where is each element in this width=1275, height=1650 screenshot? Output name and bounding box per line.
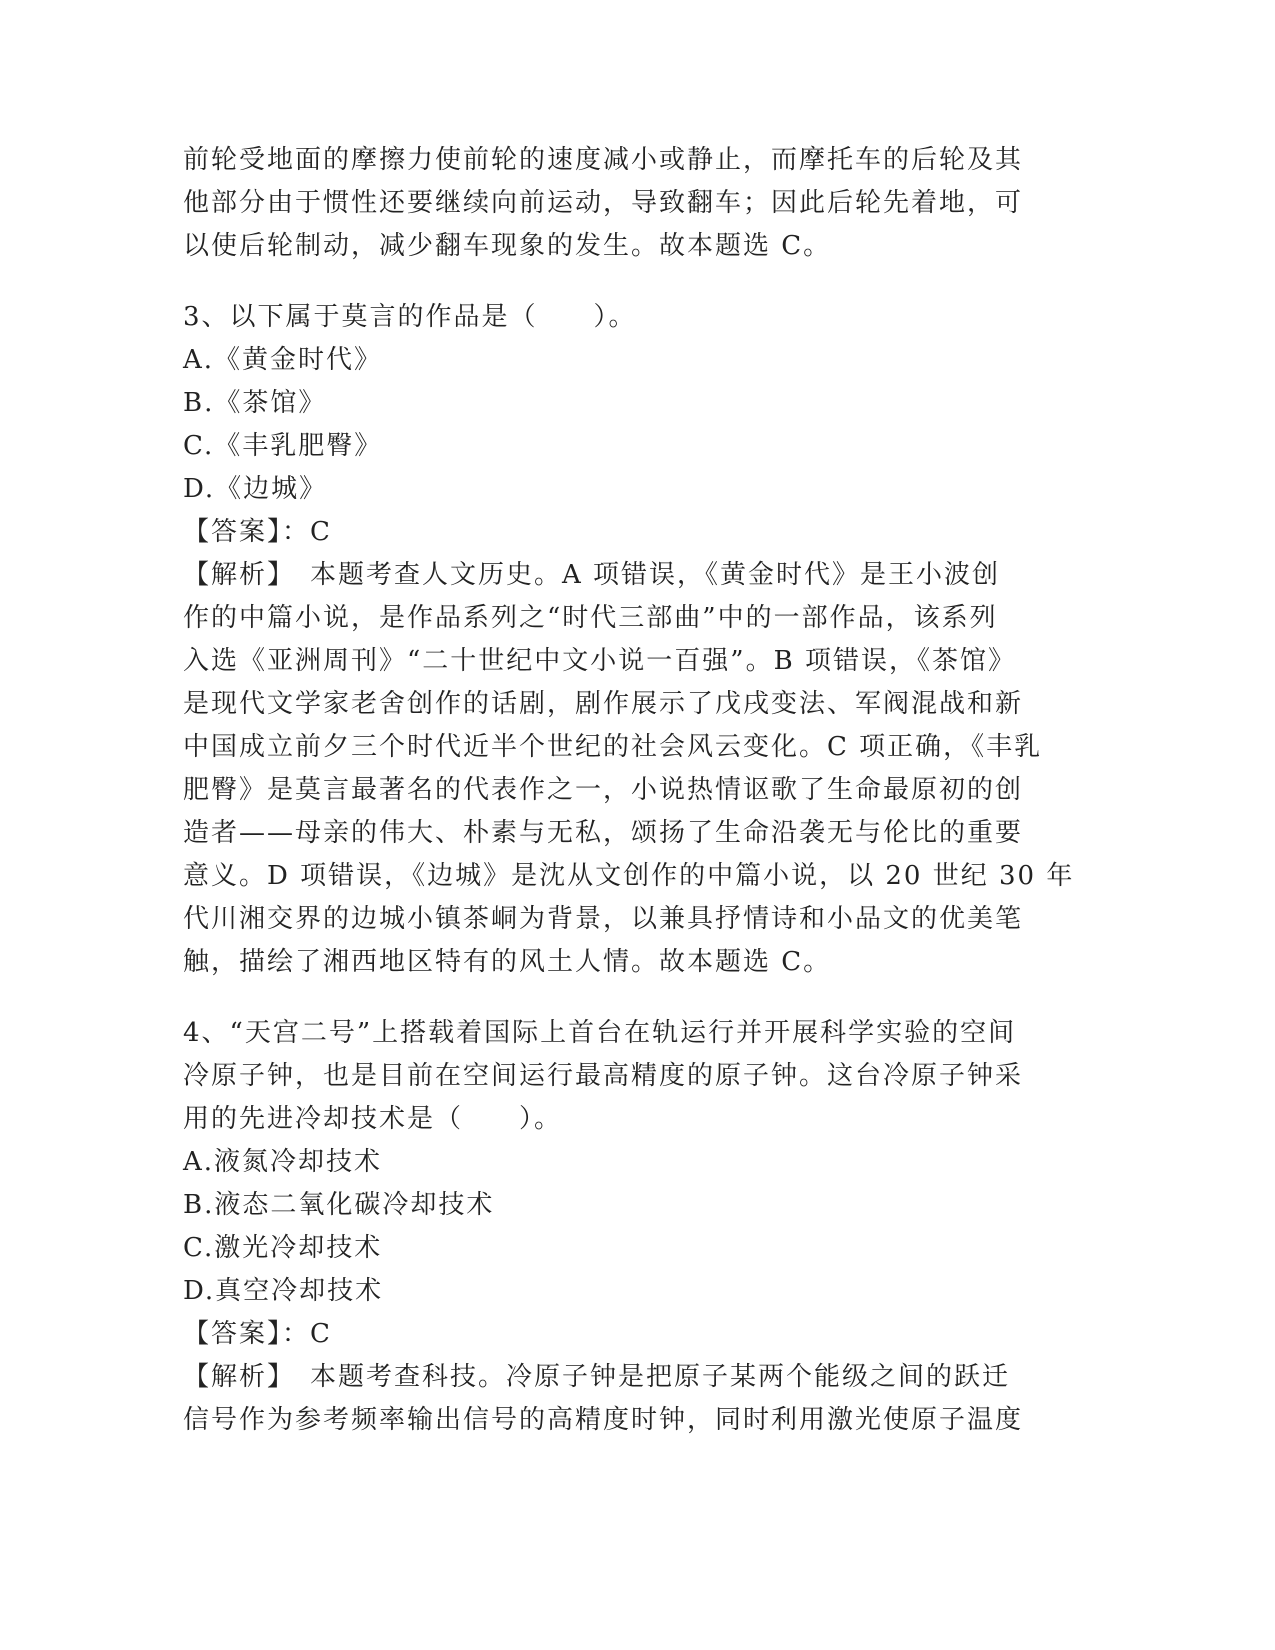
question-4 (183, 1012, 1063, 1442)
question-stem (183, 1012, 1063, 1141)
intro-paragraph (183, 139, 1063, 268)
option-a: A.《黄金时代》 (183, 345, 383, 375)
option-a: A.液氮冷却技术 (183, 1147, 383, 1177)
text-line: 他部分由于惯性还要继续向前运动，导致翻车；因此后轮先着地，可 (183, 188, 1024, 218)
question-stem (183, 296, 1063, 339)
document-content (183, 139, 1075, 1442)
answer-label: 【答案】：C (183, 1319, 332, 1349)
text-line: 造者——母亲的伟大、朴素与无私，颂扬了生命沿袭无与伦比的重要 (183, 818, 1024, 848)
text-line: 意义。D 项错误，《边城》是沈从文创作的中篇小说，以 20 世纪 30 年 (183, 861, 1075, 891)
option-b: B.液态二氧化碳冷却技术 (183, 1190, 495, 1220)
option-c: C.激光冷却技术 (183, 1233, 383, 1263)
text-line: 【解析】 本题考查科技。冷原子钟是把原子某两个能级之间的跃迁 (183, 1362, 1011, 1392)
text-line: 代川湘交界的边城小镇茶峒为背景，以兼具抒情诗和小品文的优美笔 (183, 904, 1024, 934)
option-d: D.真空冷却技术 (183, 1276, 384, 1306)
text-line: 4、“天宫二号”上搭载着国际上首台在轨运行并开展科学实验的空间 (183, 1018, 1017, 1048)
answer-label: 【答案】：C (183, 517, 332, 547)
text-line: 触，描绘了湘西地区特有的风土人情。故本题选 C。 (183, 947, 832, 977)
text-line: 冷原子钟，也是目前在空间运行最高精度的原子钟。这台冷原子钟采 (183, 1061, 1024, 1091)
text-line: 中国成立前夕三个时代近半个世纪的社会风云变化。C 项正确，《丰乳 (183, 732, 1043, 762)
option-b: B.《茶馆》 (183, 388, 327, 418)
text-line: 以使后轮制动，减少翻车现象的发生。故本题选 C。 (183, 231, 832, 261)
question-3 (183, 296, 1075, 984)
option-c: C.《丰乳肥臀》 (183, 431, 383, 461)
text-line: 用的先进冷却技术是（ ）。 (183, 1104, 563, 1134)
option-d: D.《边城》 (183, 474, 328, 504)
text-line: 入选《亚洲周刊》“二十世纪中文小说一百强”。B 项错误，《茶馆》 (183, 646, 1016, 676)
text-line: 是现代文学家老舍创作的话剧，剧作展示了戊戌变法、军阀混战和新 (183, 689, 1024, 719)
analysis-paragraph (183, 1356, 1063, 1442)
text-line: 信号作为参考频率输出信号的高精度时钟，同时利用激光使原子温度 (183, 1405, 1024, 1435)
text-line: 【解析】 本题考查人文历史。A 项错误，《黄金时代》是王小波创 (183, 560, 1001, 590)
text-line: 3、以下属于莫言的作品是（ ）。 (183, 302, 637, 332)
text-line: 肥臀》是莫言最著名的代表作之一，小说热情讴歌了生命最原初的创 (183, 775, 1024, 805)
text-line: 作的中篇小说，是作品系列之“时代三部曲”中的一部作品，该系列 (183, 603, 998, 633)
text-line: 前轮受地面的摩擦力使前轮的速度减小或静止，而摩托车的后轮及其 (183, 145, 1024, 175)
analysis-paragraph (183, 554, 1075, 984)
